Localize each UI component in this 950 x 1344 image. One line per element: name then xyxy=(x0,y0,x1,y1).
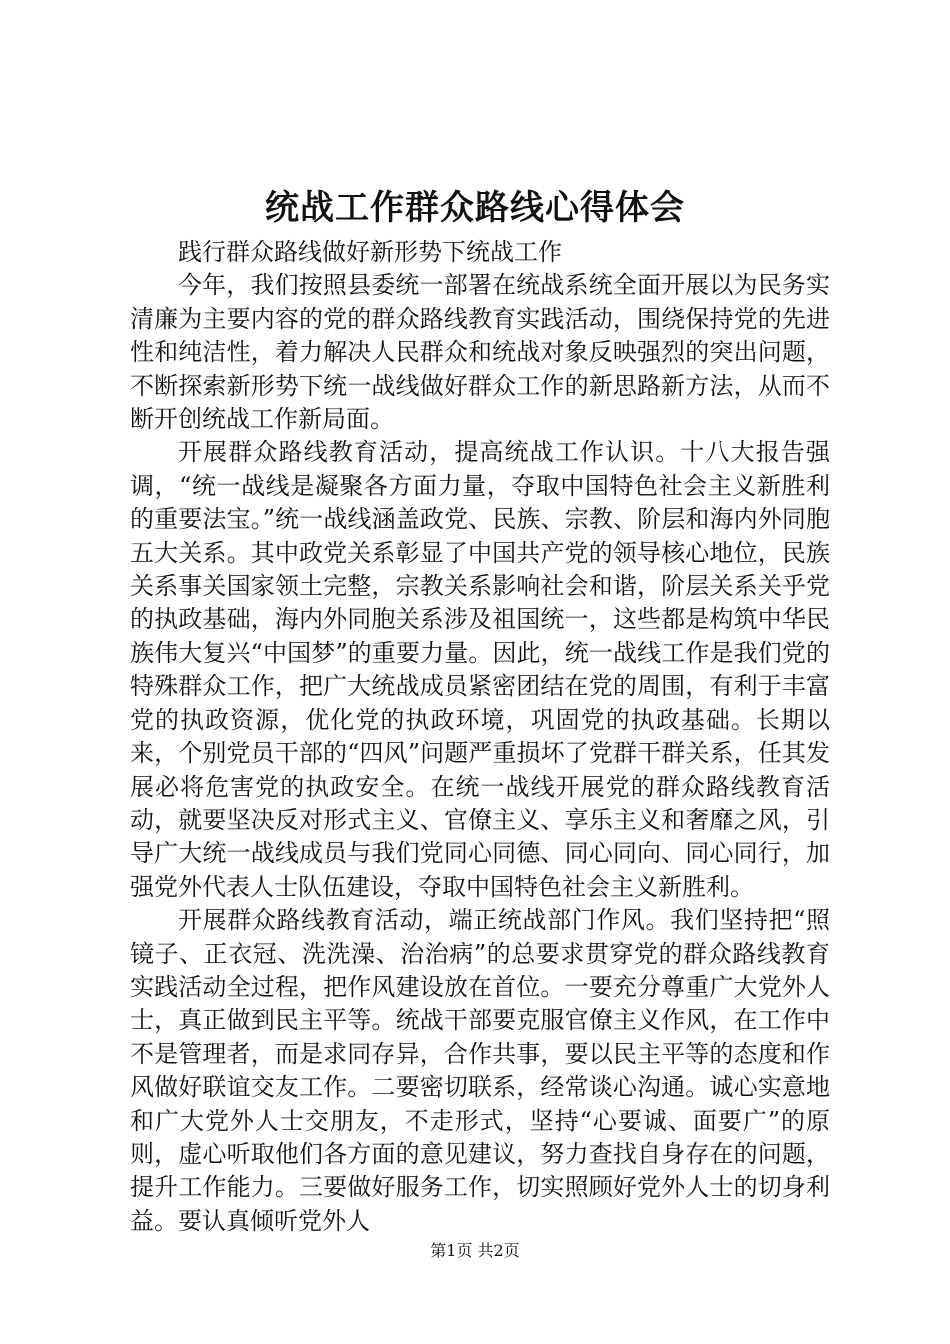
paragraph: 今年，我们按照县委统一部署在统战系统全面开展以为民务实清廉为主要内容的党的群众路线教育实践活动，围绕保持党的先进性和纯洁性，着力解决人民群众和统战对象反映强烈的突出问题，不断探索新形势下统一战线做好群众工作的新思路新方法，从而不断开创统战工作新局面。 xyxy=(130,271,830,434)
document-title: 统战工作群众路线心得体会 xyxy=(265,188,685,228)
paragraph: 开展群众路线教育活动，提高统战工作认识。十八大报告强调，“统一战线是凝聚各方面力量，夺取中国特色社会主义新胜利的重要法宝。”统一战线涵盖政党、民族、宗教、阶层和海内外同胞五大关系。其中政党关系彰显了中国共产党的领导核心地位，民族关系事关国家领土完整，宗教关系影响社会和谐，阶层关系关乎党的执政基础，海内外同胞关系涉及祖国统一，这些都是构筑中华民族伟大复兴“中国梦”的重要力量。因此，统一战线工作是我们党的特殊群众工作，把广大统战成员紧密团结在党的周围，有利于丰富党的执政资源，优化党的执政环境，巩固党的执政基础。长期以来，个别党员干部的“四风”问题严重损坏了党群干群关系，任其发展必将危害党的执政安全。在统一战线开展党的群众路线教育活动，就要坚决反对形式主义、官僚主义、享乐主义和奢靡之风，引导广大统一战线成员与我们党同心同德、同心同向、同心同行，加强党外代表人士队伍建设，夺取中国特色社会主义新胜利。 xyxy=(130,438,830,901)
document-body xyxy=(130,236,830,1238)
paragraph: 开展群众路线教育活动，端正统战部门作风。我们坚持把“照镜子、正衣冠、洗洗澡、治治病”的总要求贯穿党的群众路线教育实践活动全过程，把作风建设放在首位。一要充分尊重广大党外人士，真正做到民主平等。统战干部要克服官僚主义作风，在工作中不是管理者，而是求同存异，合作共事，要以民主平等的态度和作风做好联谊交友工作。二要密切联系，经常谈心沟通。诚心实意地和广大党外人士交朋友，不走形式，坚持“心要诚、面要广”的原则，虚心听取他们各方面的意见建议，努力查找自身存在的问题，提升工作能力。三要做好服务工作，切实照顾好党外人士的切身利益。要认真倾听党外人 xyxy=(130,906,830,1235)
page-footer: 第1页 共2页 xyxy=(430,1241,520,1260)
document-subtitle: 践行群众路线做好新形势下统战工作 xyxy=(178,238,562,266)
